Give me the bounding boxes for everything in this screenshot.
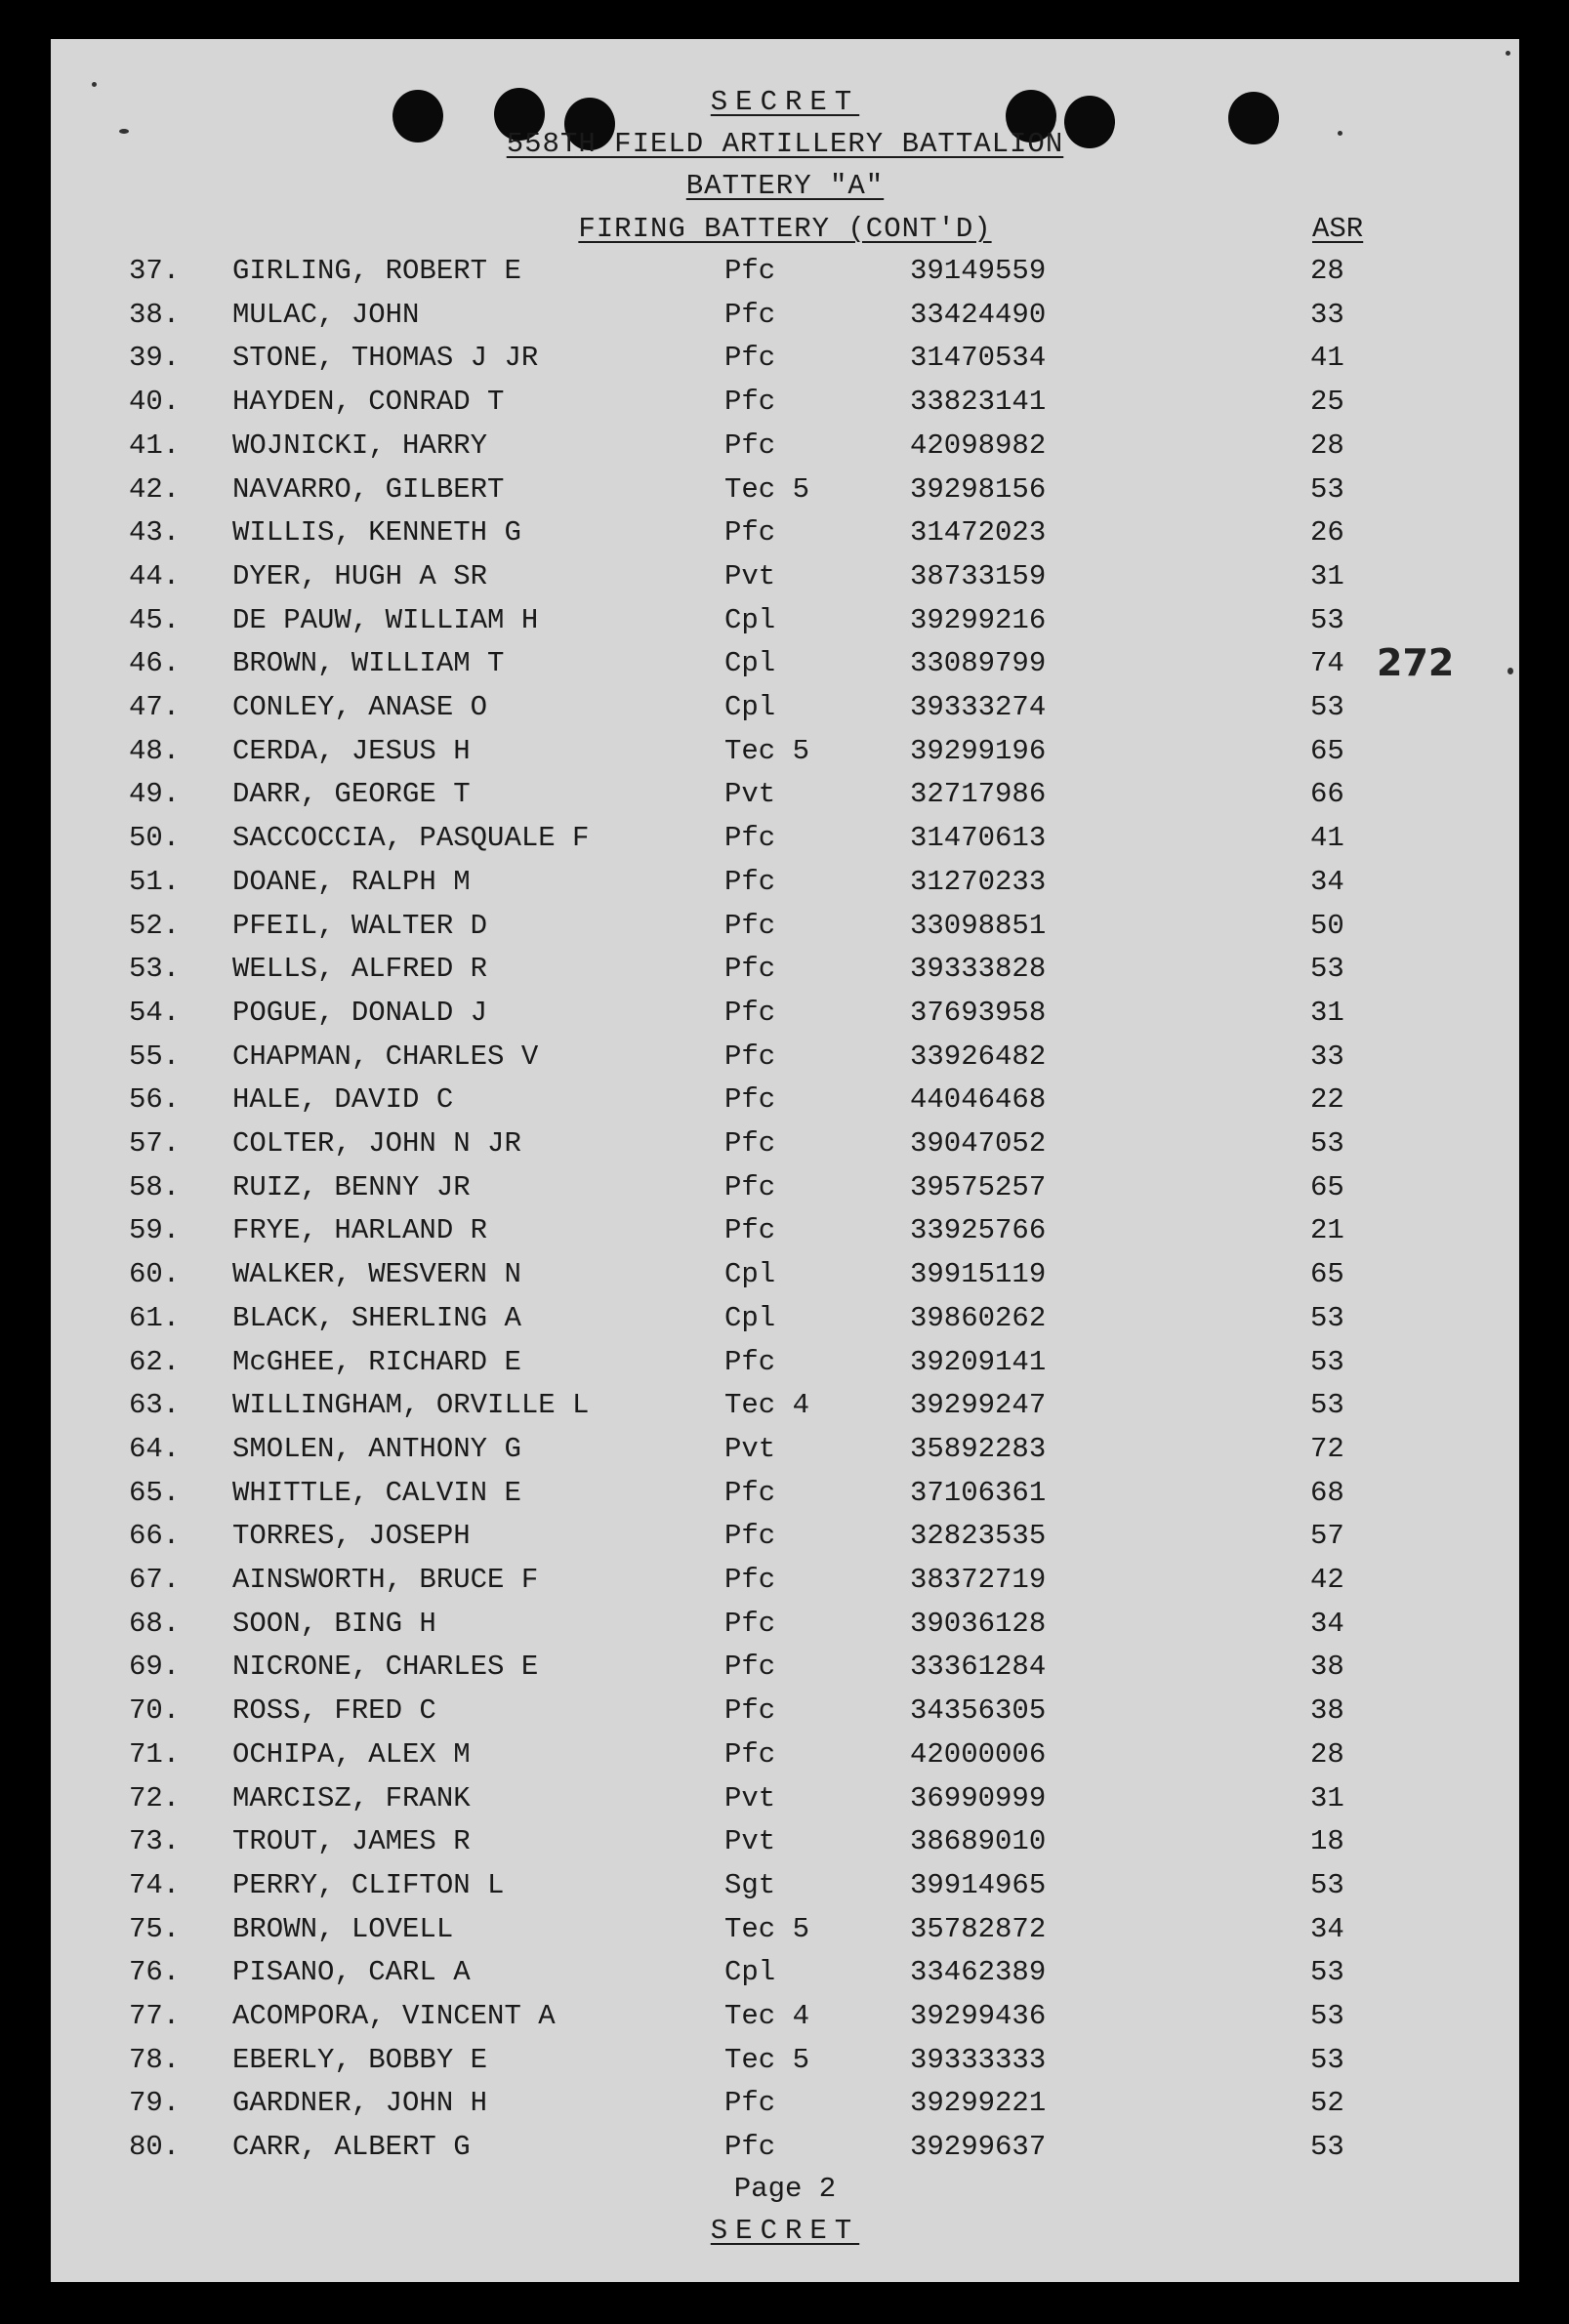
soldier-rank: Pfc [724,1345,776,1378]
soldier-name: WHITTLE, CALVIN E [232,1476,521,1509]
table-row [51,429,1519,472]
table-row [51,342,1519,385]
soldier-rank: Pfc [724,1607,776,1640]
asr-score: 41 [1310,822,1344,855]
soldier-name: PFEIL, WALTER D [232,909,488,942]
row-number: 56. [129,1083,181,1117]
serial-number: 33361284 [910,1651,1047,1684]
serial-number: 35782872 [910,1912,1047,1945]
serial-number: 39299247 [910,1389,1047,1422]
table-row [51,1608,1519,1651]
soldier-name: WELLS, ALFRED R [232,953,488,986]
serial-number: 33823141 [910,386,1047,419]
row-number: 70. [129,1694,181,1728]
row-number: 71. [129,1737,181,1771]
asr-score: 25 [1310,386,1344,419]
soldier-name: FRYE, HARLAND R [232,1214,488,1247]
soldier-name: WALKER, WESVERN N [232,1258,521,1291]
soldier-rank: Pfc [724,822,776,855]
asr-score: 53 [1310,1956,1344,1989]
soldier-rank: Pfc [724,1170,776,1203]
soldier-name: NICRONE, CHARLES E [232,1651,539,1684]
asr-score: 38 [1310,1694,1344,1728]
asr-score: 34 [1310,1607,1344,1640]
soldier-rank: Pfc [724,428,776,462]
asr-score: 53 [1310,2131,1344,2164]
table-row [51,604,1519,647]
row-number: 62. [129,1345,181,1378]
soldier-rank: Pfc [724,1083,776,1117]
serial-number: 37693958 [910,996,1047,1029]
section-title: FIRING BATTERY (CONT'D) [578,213,992,245]
asr-score: 74 [1310,647,1344,680]
asr-score: 28 [1310,255,1344,287]
asr-score: 53 [1310,603,1344,636]
serial-number: 39914965 [910,1868,1047,1901]
row-number: 59. [129,1214,181,1247]
soldier-rank: Tec 5 [724,472,810,506]
asr-score: 50 [1310,909,1344,942]
soldier-name: BLACK, SHERLING A [232,1301,521,1334]
row-number: 40. [129,386,181,419]
row-number: 72. [129,1781,181,1814]
soldier-rank: Pvt [724,1781,776,1814]
soldier-rank: Cpl [724,1258,776,1291]
soldier-name: CHAPMAN, CHARLES V [232,1040,539,1073]
row-number: 49. [129,778,181,811]
asr-score: 22 [1310,1083,1344,1117]
soldier-name: EBERLY, BOBBY E [232,2043,488,2076]
row-number: 80. [129,2131,181,2164]
asr-score: 34 [1310,1912,1344,1945]
table-row [51,1302,1519,1345]
row-number: 45. [129,603,181,636]
soldier-name: NAVARRO, GILBERT [232,472,505,506]
asr-score: 52 [1310,2087,1344,2120]
table-row [51,1346,1519,1389]
row-number: 68. [129,1607,181,1640]
serial-number: 31470534 [910,342,1047,375]
soldier-name: SMOLEN, ANTHONY G [232,1432,521,1465]
soldier-rank: Pfc [724,996,776,1029]
asr-score: 41 [1310,342,1344,375]
asr-score: 57 [1310,1520,1344,1553]
soldier-rank: Pfc [724,516,776,550]
table-row [51,778,1519,821]
soldier-name: SACCOCCIA, PASQUALE F [232,822,590,855]
row-number: 76. [129,1956,181,1989]
table-row [51,1782,1519,1825]
asr-score: 53 [1310,1345,1344,1378]
serial-number: 38689010 [910,1825,1047,1858]
soldier-name: HAYDEN, CONRAD T [232,386,505,419]
table-row [51,1651,1519,1693]
soldier-rank: Pfc [724,255,776,287]
table-row [51,1913,1519,1956]
soldier-name: OCHIPA, ALEX M [232,1737,471,1771]
soldier-rank: Pfc [724,865,776,898]
table-row [51,1214,1519,1257]
table-row [51,473,1519,516]
page-number: Page 2 [733,2173,837,2205]
asr-score: 31 [1310,1781,1344,1814]
soldier-rank: Tec 4 [724,2000,810,2032]
asr-score: 53 [1310,691,1344,723]
row-number: 44. [129,559,181,592]
serial-number: 42000006 [910,1737,1047,1771]
serial-number: 39575257 [910,1170,1047,1203]
soldier-name: BROWN, WILLIAM T [232,647,505,680]
classification-header: SECRET [710,86,860,118]
table-row [51,2044,1519,2087]
soldier-name: McGHEE, RICHARD E [232,1345,521,1378]
table-row [51,1040,1519,1083]
soldier-name: PISANO, CARL A [232,1956,471,1989]
soldier-rank: Cpl [724,603,776,636]
soldier-name: STONE, THOMAS J JR [232,342,539,375]
soldier-name: PERRY, CLIFTON L [232,1868,505,1901]
table-row [51,1564,1519,1607]
serial-number: 39333274 [910,691,1047,723]
document-page [51,39,1519,2282]
soldier-rank: Pfc [724,1214,776,1247]
soldier-name: SOON, BING H [232,1607,436,1640]
serial-number: 35892283 [910,1432,1047,1465]
table-row [51,1738,1519,1781]
row-number: 57. [129,1127,181,1160]
soldier-rank: Tec 5 [724,2043,810,2076]
soldier-rank: Pfc [724,1476,776,1509]
table-row [51,1389,1519,1432]
soldier-rank: Cpl [724,691,776,723]
soldier-name: DOANE, RALPH M [232,865,471,898]
soldier-rank: Pvt [724,778,776,811]
soldier-rank: Cpl [724,1956,776,1989]
serial-number: 37106361 [910,1476,1047,1509]
row-number: 65. [129,1476,181,1509]
table-row [51,1520,1519,1563]
serial-number: 31470613 [910,822,1047,855]
serial-number: 39299637 [910,2131,1047,2164]
table-row [51,1433,1519,1476]
soldier-name: CERDA, JESUS H [232,734,471,767]
serial-number: 39047052 [910,1127,1047,1160]
soldier-rank: Tec 4 [724,1389,810,1422]
row-number: 54. [129,996,181,1029]
asr-score: 53 [1310,1868,1344,1901]
row-number: 41. [129,428,181,462]
asr-score: 31 [1310,996,1344,1029]
table-row [51,516,1519,559]
row-number: 51. [129,865,181,898]
soldier-rank: Pfc [724,1127,776,1160]
row-number: 63. [129,1389,181,1422]
serial-number: 39299196 [910,734,1047,767]
serial-number: 38372719 [910,1564,1047,1596]
table-row [51,997,1519,1040]
asr-score: 72 [1310,1432,1344,1465]
soldier-name: DYER, HUGH A SR [232,559,488,592]
serial-number: 39149559 [910,255,1047,287]
serial-number: 39299216 [910,603,1047,636]
table-row [51,1171,1519,1214]
soldier-rank: Pfc [724,909,776,942]
serial-number: 39209141 [910,1345,1047,1378]
table-row [51,1477,1519,1520]
row-number: 43. [129,516,181,550]
row-number: 79. [129,2087,181,2120]
asr-score: 65 [1310,1170,1344,1203]
serial-number: 39298156 [910,472,1047,506]
soldier-name: CONLEY, ANASE O [232,691,488,723]
row-number: 47. [129,691,181,723]
serial-number: 33925766 [910,1214,1047,1247]
row-number: 39. [129,342,181,375]
serial-number: 44046468 [910,1083,1047,1117]
serial-number: 38733159 [910,559,1047,592]
soldier-rank: Pfc [724,2087,776,2120]
soldier-rank: Pfc [724,342,776,375]
soldier-name: GIRLING, ROBERT E [232,255,521,287]
margin-note: 272 [1377,641,1455,684]
row-number: 78. [129,2043,181,2076]
asr-score: 33 [1310,298,1344,331]
soldier-name: ACOMPORA, VINCENT A [232,2000,556,2032]
row-number: 75. [129,1912,181,1945]
table-row [51,1956,1519,1999]
soldier-rank: Pfc [724,2131,776,2164]
asr-score: 53 [1310,953,1344,986]
table-row [51,2087,1519,2130]
soldier-name: WILLIS, KENNETH G [232,516,521,550]
soldier-rank: Pfc [724,1040,776,1073]
table-row [51,910,1519,953]
table-row [51,1694,1519,1737]
asr-score: 53 [1310,2000,1344,2032]
soldier-name: WILLINGHAM, ORVILLE L [232,1389,590,1422]
table-row [51,1825,1519,1868]
row-number: 50. [129,822,181,855]
serial-number: 33098851 [910,909,1047,942]
table-row [51,1258,1519,1301]
row-number: 67. [129,1564,181,1596]
soldier-rank: Pfc [724,1651,776,1684]
row-number: 53. [129,953,181,986]
asr-score: 33 [1310,1040,1344,1073]
soldier-rank: Pfc [724,1694,776,1728]
serial-number: 34356305 [910,1694,1047,1728]
asr-score: 53 [1310,1127,1344,1160]
soldier-rank: Sgt [724,1868,776,1901]
table-row [51,560,1519,603]
soldier-rank: Pfc [724,298,776,331]
row-number: 48. [129,734,181,767]
table-row [51,1127,1519,1170]
table-row [51,1869,1519,1912]
speck [1506,51,1510,56]
row-number: 69. [129,1651,181,1684]
soldier-name: BROWN, LOVELL [232,1912,454,1945]
asr-score: 68 [1310,1476,1344,1509]
table-row [51,1083,1519,1126]
serial-number: 39860262 [910,1301,1047,1334]
soldier-name: AINSWORTH, BRUCE F [232,1564,539,1596]
row-number: 66. [129,1520,181,1553]
serial-number: 31472023 [910,516,1047,550]
asr-score: 53 [1310,2043,1344,2076]
row-number: 77. [129,2000,181,2032]
row-number: 74. [129,1868,181,1901]
soldier-name: DARR, GEORGE T [232,778,471,811]
table-row [51,866,1519,909]
serial-number: 32717986 [910,778,1047,811]
serial-number: 33424490 [910,298,1047,331]
battery-title: BATTERY "A" [685,170,885,202]
soldier-rank: Pfc [724,386,776,419]
classification-footer: SECRET [710,2215,860,2247]
row-number: 38. [129,298,181,331]
serial-number: 39333828 [910,953,1047,986]
asr-score: 53 [1310,472,1344,506]
serial-number: 39915119 [910,1258,1047,1291]
soldier-name: DE PAUW, WILLIAM H [232,603,539,636]
soldier-name: WOJNICKI, HARRY [232,428,488,462]
asr-score: 66 [1310,778,1344,811]
soldier-name: COLTER, JOHN N JR [232,1127,521,1160]
table-row [51,735,1519,778]
soldier-rank: Pvt [724,1825,776,1858]
asr-score: 38 [1310,1651,1344,1684]
asr-score: 53 [1310,1389,1344,1422]
soldier-name: POGUE, DONALD J [232,996,488,1029]
soldier-name: GARDNER, JOHN H [232,2087,488,2120]
row-number: 60. [129,1258,181,1291]
serial-number: 33089799 [910,647,1047,680]
soldier-name: MULAC, JOHN [232,298,420,331]
soldier-name: ROSS, FRED C [232,1694,436,1728]
soldier-rank: Cpl [724,647,776,680]
table-row [51,299,1519,342]
table-row [51,691,1519,734]
unit-title: 558TH FIELD ARTILLERY BATTALION [506,128,1064,160]
serial-number: 42098982 [910,428,1047,462]
serial-number: 33462389 [910,1956,1047,1989]
row-number: 52. [129,909,181,942]
asr-score: 34 [1310,865,1344,898]
row-number: 42. [129,472,181,506]
soldier-name: RUIZ, BENNY JR [232,1170,471,1203]
soldier-rank: Cpl [724,1301,776,1334]
asr-score: 21 [1310,1214,1344,1247]
serial-number: 39299221 [910,2087,1047,2120]
serial-number: 39299436 [910,2000,1047,2032]
serial-number: 32823535 [910,1520,1047,1553]
asr-score: 53 [1310,1301,1344,1334]
serial-number: 36990999 [910,1781,1047,1814]
soldier-name: CARR, ALBERT G [232,2131,471,2164]
row-number: 61. [129,1301,181,1334]
asr-score: 28 [1310,428,1344,462]
asr-column-header: ASR [1312,213,1364,245]
soldier-rank: Pfc [724,953,776,986]
soldier-name: HALE, DAVID C [232,1083,454,1117]
row-number: 46. [129,647,181,680]
soldier-rank: Tec 5 [724,1912,810,1945]
soldier-rank: Pvt [724,1432,776,1465]
soldier-rank: Pfc [724,1737,776,1771]
asr-score: 65 [1310,1258,1344,1291]
table-row [51,255,1519,298]
row-number: 58. [129,1170,181,1203]
row-number: 55. [129,1040,181,1073]
soldier-rank: Pfc [724,1520,776,1553]
row-number: 64. [129,1432,181,1465]
table-row [51,647,1519,690]
serial-number: 33926482 [910,1040,1047,1073]
table-row [51,386,1519,428]
serial-number: 39333333 [910,2043,1047,2076]
table-row [51,2000,1519,2043]
asr-score: 42 [1310,1564,1344,1596]
soldier-rank: Tec 5 [724,734,810,767]
row-number: 37. [129,255,181,287]
serial-number: 31270233 [910,865,1047,898]
soldier-name: TORRES, JOSEPH [232,1520,471,1553]
serial-number: 39036128 [910,1607,1047,1640]
asr-score: 28 [1310,1737,1344,1771]
asr-score: 18 [1310,1825,1344,1858]
soldier-name: MARCISZ, FRANK [232,1781,471,1814]
soldier-rank: Pvt [724,559,776,592]
table-row [51,822,1519,865]
table-row [51,2131,1519,2174]
asr-score: 31 [1310,559,1344,592]
soldier-name: TROUT, JAMES R [232,1825,471,1858]
asr-score: 26 [1310,516,1344,550]
row-number: 73. [129,1825,181,1858]
soldier-rank: Pfc [724,1564,776,1596]
asr-score: 65 [1310,734,1344,767]
table-row [51,953,1519,996]
